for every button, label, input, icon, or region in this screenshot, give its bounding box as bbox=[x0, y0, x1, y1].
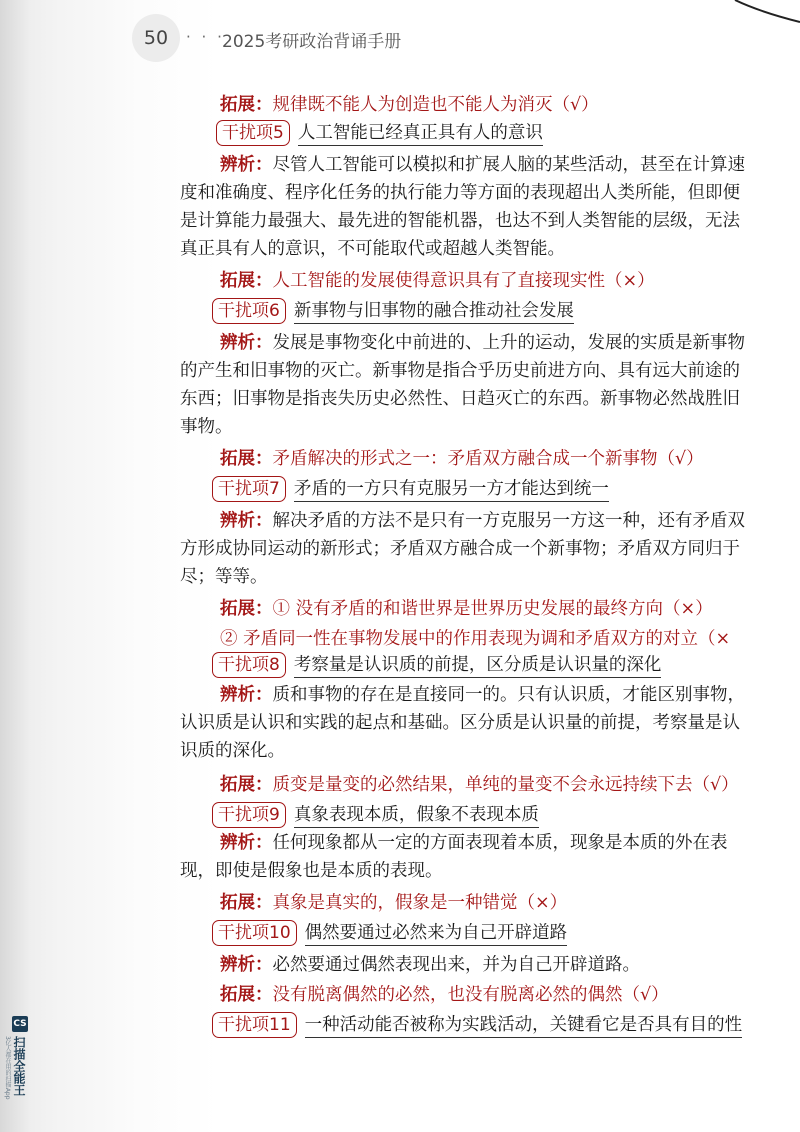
line-text: 认识质是认识和实践的起点和基础。区分质是认识量的前提，考察量是认 bbox=[180, 713, 740, 733]
distractor-statement: 真象表现本质，假象不表现本质 bbox=[294, 803, 539, 828]
watermark-name: 扫描全能王 bbox=[12, 1036, 26, 1096]
paragraph-line bbox=[180, 358, 740, 384]
distractor-item bbox=[212, 476, 609, 504]
analysis-label: 辨析： bbox=[220, 833, 273, 853]
paragraph-line bbox=[180, 414, 233, 440]
extension-label: 拓展： bbox=[220, 893, 273, 913]
distractor-label: 干扰项7 bbox=[212, 476, 286, 502]
paragraph-line bbox=[180, 858, 443, 884]
line-text: 度和准确度、程序化任务的执行能力等方面的表现超出人类所能，但即便 bbox=[180, 183, 740, 203]
analysis-label: 辨析： bbox=[220, 155, 273, 175]
extension-note bbox=[220, 596, 713, 622]
extension-note bbox=[220, 626, 730, 652]
line-text: 真正具有人的意识，不可能取代或超越人类智能。 bbox=[180, 239, 565, 259]
extension-note bbox=[220, 268, 655, 294]
distractor-statement: 偶然要通过必然来为自己开辟道路 bbox=[305, 921, 568, 946]
line-text: 质变是量变的必然结果，单纯的量变不会永远持续下去（√） bbox=[272, 775, 739, 795]
paragraph-line bbox=[180, 208, 740, 234]
distractor-item bbox=[212, 1012, 742, 1040]
paragraph-line bbox=[180, 738, 285, 764]
line-text: 规律既不能人为创造也不能人为消灭（√） bbox=[272, 95, 599, 115]
corner-fold-line bbox=[730, 0, 800, 30]
distractor-label: 干扰项10 bbox=[212, 920, 297, 946]
distractor-item bbox=[212, 920, 567, 948]
header-dots: · · · bbox=[186, 28, 225, 46]
distractor-statement: 新事物与旧事物的融合推动社会发展 bbox=[294, 299, 574, 324]
analysis-paragraph bbox=[220, 682, 745, 708]
distractor-label: 干扰项9 bbox=[212, 802, 286, 828]
line-text: 真象是真实的，假象是一种错觉（×） bbox=[272, 893, 568, 913]
paragraph-line bbox=[180, 180, 740, 206]
distractor-item bbox=[212, 802, 539, 830]
text-lines bbox=[180, 92, 760, 1132]
extension-label: 拓展： bbox=[220, 775, 273, 795]
analysis-paragraph bbox=[220, 952, 640, 978]
watermark-subtitle: 3亿人都在用的扫描App bbox=[4, 1036, 11, 1100]
scanner-watermark bbox=[2, 1016, 52, 1126]
extension-note bbox=[220, 446, 704, 472]
camscanner-logo-icon: CS bbox=[12, 1016, 28, 1032]
extension-label: 拓展： bbox=[220, 599, 273, 619]
distractor-label: 干扰项6 bbox=[212, 298, 286, 324]
distractor-statement: 人工智能已经真正具有人的意识 bbox=[298, 121, 543, 146]
analysis-label: 辨析： bbox=[220, 955, 273, 975]
line-text: 发展是事物变化中前进的、上升的运动，发展的实质是新事物 bbox=[272, 333, 745, 353]
distractor-statement: 考察量是认识质的前提，区分质是认识量的深化 bbox=[294, 653, 662, 678]
analysis-label: 辨析： bbox=[220, 333, 273, 353]
distractor-item bbox=[216, 120, 543, 148]
distractor-label: 干扰项11 bbox=[212, 1012, 297, 1038]
line-text: 人工智能的发展使得意识具有了直接现实性（×） bbox=[272, 271, 655, 291]
line-text: ② 矛盾同一性在事物发展中的作用表现为调和矛盾双方的对立（× bbox=[220, 629, 731, 649]
extension-label: 拓展： bbox=[220, 449, 273, 469]
analysis-paragraph bbox=[220, 152, 745, 178]
paragraph-line bbox=[180, 386, 740, 412]
extension-note bbox=[220, 982, 669, 1008]
extension-note bbox=[220, 92, 599, 118]
paragraph-line bbox=[180, 564, 268, 590]
paragraph-line bbox=[180, 536, 740, 562]
extension-label: 拓展： bbox=[220, 95, 273, 115]
line-text: 东西；旧事物是指丧失历史必然性、日趋灭亡的东西。新事物必然战胜旧 bbox=[180, 389, 740, 409]
line-text: 的产生和旧事物的灭亡。新事物是指合乎历史前进方向、具有远大前途的 bbox=[180, 361, 740, 381]
paragraph-line bbox=[180, 236, 565, 262]
distractor-label: 干扰项5 bbox=[216, 120, 290, 146]
book-gutter-shadow bbox=[0, 0, 30, 1132]
line-text: 任何现象都从一定的方面表现着本质，现象是本质的外在表 bbox=[272, 833, 728, 853]
line-text: ① 没有矛盾的和谐世界是世界历史发展的最终方向（×） bbox=[272, 599, 713, 619]
analysis-label: 辨析： bbox=[220, 511, 273, 531]
line-text: 尽；等等。 bbox=[180, 567, 268, 587]
paragraph-line bbox=[180, 710, 740, 736]
line-text: 质和事物的存在是直接同一的。只有认识质，才能区别事物， bbox=[272, 685, 745, 705]
extension-note bbox=[220, 890, 567, 916]
page-number: 50 bbox=[132, 14, 180, 62]
line-text: 识质的深化。 bbox=[180, 741, 285, 761]
analysis-paragraph bbox=[220, 508, 745, 534]
line-text: 是计算能力最强大、最先进的智能机器，也达不到人类智能的层级，无法 bbox=[180, 211, 740, 231]
extension-note bbox=[220, 772, 739, 798]
line-text: 矛盾解决的形式之一：矛盾双方融合成一个新事物（√） bbox=[272, 449, 704, 469]
line-text: 没有脱离偶然的必然，也没有脱离必然的偶然（√） bbox=[272, 985, 669, 1005]
line-text: 尽管人工智能可以模拟和扩展人脑的某些活动，甚至在计算速 bbox=[272, 155, 745, 175]
line-text: 必然要通过偶然表现出来，并为自己开辟道路。 bbox=[272, 955, 640, 975]
analysis-paragraph bbox=[220, 330, 745, 356]
book-title: 2025考研政治背诵手册 bbox=[222, 32, 402, 52]
line-text: 事物。 bbox=[180, 417, 233, 437]
distractor-item bbox=[212, 298, 574, 326]
line-text: 现，即使是假象也是本质的表现。 bbox=[180, 861, 443, 881]
line-text: 解决矛盾的方法不是只有一方克服另一方这一种，还有矛盾双 bbox=[272, 511, 745, 531]
analysis-label: 辨析： bbox=[220, 685, 273, 705]
distractor-statement: 一种活动能否被称为实践活动，关键看它是否具有目的性 bbox=[305, 1013, 743, 1038]
extension-label: 拓展： bbox=[220, 985, 273, 1005]
extension-label: 拓展： bbox=[220, 271, 273, 291]
distractor-statement: 矛盾的一方只有克服另一方才能达到统一 bbox=[294, 477, 609, 502]
distractor-item bbox=[212, 652, 661, 680]
analysis-paragraph bbox=[220, 830, 728, 856]
distractor-label: 干扰项8 bbox=[212, 652, 286, 678]
line-text: 方形成协同运动的新形式；矛盾双方融合成一个新事物；矛盾双方同归于 bbox=[180, 539, 740, 559]
